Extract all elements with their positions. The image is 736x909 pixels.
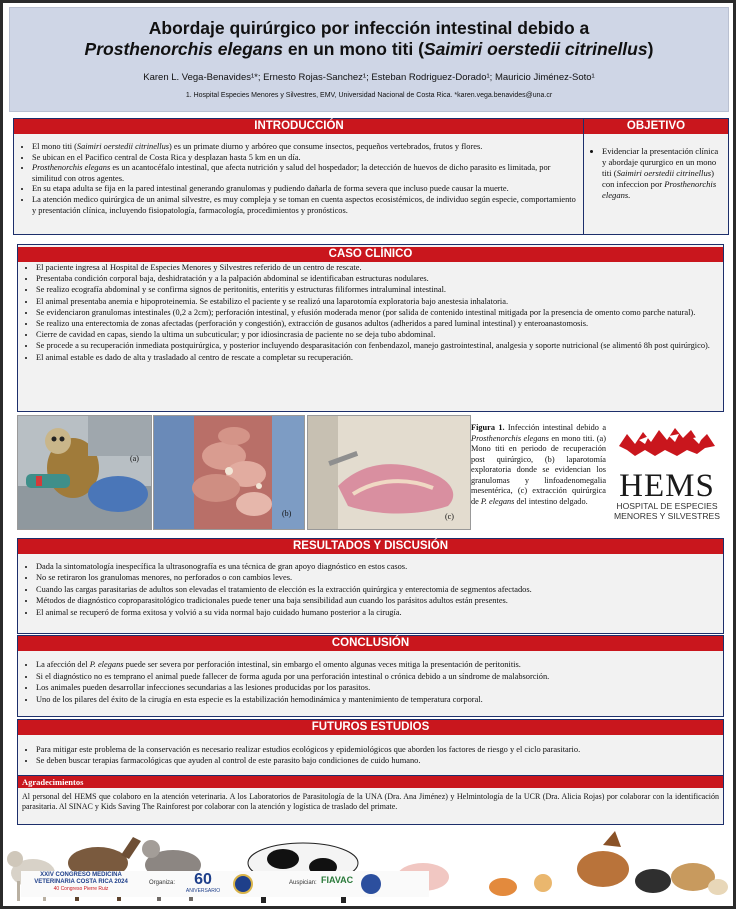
conclusion-list bbox=[18, 659, 723, 705]
resultados-item: • Métodos de diagnóstico coproparasitológico tradicionales puede tener una baja sensibilidad aun cuando los parásitos adultos están presentes. bbox=[36, 595, 719, 606]
figure-caption-b: en mono titi. (a) Mono titi en periodo de recuperación post quirúrgico, (b) laparotomía exploratoria donde se evidencian los granulomas y linfoadenomegalia mesentérica, (c) extracción quirúrgica de bbox=[471, 433, 606, 506]
futuros-item: • Para mitigar este problema de la conservación es necesario realizar estudios ecológicos y epidemiológicos que aborden los factores de riesgo y el ciclo parasitario. bbox=[36, 744, 719, 755]
title-end: ) bbox=[647, 39, 654, 59]
intro-heading: INTRODUCCIÓN bbox=[14, 119, 584, 134]
organiza-label: Organiza: bbox=[149, 880, 176, 886]
caso-heading: CASO CLÍNICO bbox=[18, 247, 723, 262]
poster bbox=[3, 3, 733, 906]
affiliation: 1. Hospital Especies Menores y Silvestres, EMV, Universidad Nacional de Costa Rica. *karen.vega.benavides@una.cr bbox=[185, 92, 553, 99]
caso-list bbox=[18, 262, 723, 363]
caso-item: • El animal presentaba anemia e hipoproteinemia. Se estabilizo el paciente y se realizó una laparotomía exploratoria bajo anestesia inhalatoria. bbox=[36, 296, 719, 307]
auspician-label: Auspician: bbox=[289, 880, 317, 886]
objetivo-text-a: Evidenciar la presentación clínica y abordaje qururgico en un mono titi ( bbox=[602, 146, 719, 178]
caso-item: • Cierre de cavidad en capas, siendo la ultima un subcuticular; y por idiosincrasia de paciente no se deja tubo abdominal. bbox=[36, 329, 719, 340]
figure-caption-label: Figura 1. bbox=[471, 423, 505, 432]
hems-logo-mark-icon bbox=[609, 426, 725, 466]
congress-line3: 40 Congreso Pierre Ruiz bbox=[53, 886, 109, 892]
footer-animals bbox=[3, 825, 733, 906]
figure-caption bbox=[471, 423, 606, 507]
caso-item: • Se evidenciaron granulomas intestinales (0,2 a 2cm); perforación intestinal, y efusión moderada menor (por salida de contenido intestinal mitigada por la presencia de omento como parche natural). bbox=[36, 307, 719, 318]
resultados-item: • No se retiraron los granulomas menores, no perforados o con cambios leves. bbox=[36, 572, 719, 583]
objetivo-text-b: ) con infeccion por bbox=[602, 168, 714, 189]
intro-item: • Se ubican en el Pacifico central de Costa Rica y desplazan hasta 5 km en un día. bbox=[32, 153, 580, 164]
figure-caption-c: del intestino delgado. bbox=[514, 496, 588, 506]
objetivo-heading: OBJETIVO bbox=[584, 119, 728, 134]
caso-item: • Se realizo una enterectomia de zonas afectadas (perforación y congestión), extracción de gusanos adultos (adheridos a pared luminal intestinal) y enteroanastomosis. bbox=[36, 318, 719, 329]
objetivo-species: Prosthenorchis elegans. bbox=[602, 179, 717, 200]
hems-logo-line1: HOSPITAL DE ESPECIES bbox=[616, 501, 718, 511]
caso-item: • El paciente ingresa al Hospital de Especies Menores y Silvestres referido de un centro de rescate. bbox=[36, 262, 719, 273]
title-line-2 bbox=[10, 39, 728, 60]
futuros-section bbox=[17, 719, 724, 777]
caso-item: • Se procede a su recuperación inmediata postquirúrgica, y posterior incluyendo desparasitación con fenbendazol, manejo gastrointestinal, analgesia y soporte nutricional (se alimentó 8h post quirúrgico). bbox=[36, 340, 719, 351]
figure-caption-species2: P. elegans bbox=[480, 496, 515, 506]
title-host: Saimiri oerstedii citrinellus bbox=[423, 39, 648, 59]
intro-list bbox=[14, 142, 584, 216]
futuros-item: • Se deben buscar terapias farmacológicas que ayuden al control de este parasito bajo condiciones de cuido humano. bbox=[36, 755, 719, 766]
objetivo-list bbox=[584, 146, 728, 201]
conclusion-section bbox=[17, 635, 724, 717]
hems-logo bbox=[609, 426, 725, 521]
photo-b-label: (b) bbox=[282, 509, 292, 518]
poster-title bbox=[10, 18, 728, 60]
resultados-list bbox=[18, 561, 723, 618]
anniversary-text: ANIVERSARIO bbox=[185, 888, 221, 894]
anniversary-number: 60 bbox=[194, 871, 212, 888]
intro-item: • En su etapa adulta se fija en la pared intestinal generando granulomas y pudiendo dañarla de forma severa que incluso puede causar la muerte. bbox=[32, 184, 580, 195]
poster-header bbox=[9, 7, 729, 112]
agradecimientos-text: Al personal del HEMS que colaboro en la atención veterinaria. A los Laboratorios de Parasitología de la UNA (Dra. Ana Jiménez) y Helmintología de la UCR (Dra. Alicia Rojas) por colaborar con la identificación parasitaria. Al SINAC y Kids Saving The Rainforest por colaborar con la atención y logística de traslado del primate. bbox=[22, 792, 719, 811]
caso-section bbox=[17, 244, 724, 412]
university-seal-icon bbox=[233, 874, 253, 894]
agradecimientos-heading: Agradecimientos bbox=[18, 776, 723, 788]
caso-item: • El animal estable es dado de alta y trasladado al centro de rescate a completar su recuperación. bbox=[36, 352, 719, 363]
intro-section bbox=[13, 118, 585, 235]
intro-item: • Prosthenorchis elegans es un acantocéfalo intestinal, que afecta nutrición y salud del hospedador; la detección de huevos de dicho parasito es limitada, por similitud con otros agentes. bbox=[32, 163, 580, 184]
anniversary-logo bbox=[183, 871, 223, 894]
congress-logo bbox=[21, 872, 141, 892]
agradecimientos-section bbox=[17, 775, 724, 825]
sponsor-bar bbox=[21, 871, 429, 897]
intro-item: • La atención medico quirúrgica de un animal silvestre, es muy compleja y se toman en cuenta aspectos ecosistémicos, de individuo según especie, comportamiento y presentación clínica, incluyendo fisiopatología, farmacología, procedimientos y pronósticos. bbox=[32, 195, 580, 216]
sponsor-name: FIAVAC bbox=[321, 875, 354, 885]
intro-item: • El mono titi (Saimiri oerstedii citrinellus) es un primate diurno y arbóreo que consume insectos, pequeños vertebrados, frutos y flores. bbox=[32, 142, 580, 153]
authors: Karen L. Vega-Benavides¹*; Ernesto Rojas-Sanchez¹; Esteban Rodriguez-Dorado¹; Mauricio Jiménez-Soto¹ bbox=[143, 72, 595, 83]
objetivo-host: Saimiri oerstedii citrinellus bbox=[616, 168, 712, 178]
photo-c-label: (c) bbox=[445, 512, 454, 521]
caso-item: • Presentaba condición corporal baja, deshidratación y a la palpación abdominal se identificaban estructuras nodulares. bbox=[36, 273, 719, 284]
resultados-section bbox=[17, 538, 724, 634]
congress-line1: XXIV CONGRESO MEDICINA bbox=[40, 872, 122, 878]
monkey-photo-illustration bbox=[18, 416, 151, 529]
resultados-item: • Dada la sintomatología inespecífica la ultrasonografía es una técnica de gran apoyo diagnóstico en estos casos. bbox=[36, 561, 719, 572]
conclusion-item: • Uno de los pilares del éxito de la cirugía en esta especie es la estabilización hemodinámica y mantenimiento de temperatura corporal. bbox=[36, 694, 719, 706]
photo-b bbox=[153, 415, 305, 530]
hems-logo-line2: MENORES Y SILVESTRES bbox=[613, 511, 721, 521]
title-mid: en un mono titi ( bbox=[282, 39, 424, 59]
figure-photos bbox=[17, 415, 469, 528]
objetivo-section bbox=[583, 118, 729, 235]
conclusion-heading: CONCLUSIÓN bbox=[18, 636, 723, 651]
objetivo-item bbox=[602, 146, 722, 201]
photo-a bbox=[17, 415, 152, 530]
conclusion-item: • La afección del P. elegans puede ser severa por perforación intestinal, sin embargo el omento algunas veces mitiga la presentación de peritonitis. bbox=[36, 659, 719, 671]
resultados-item: • El animal se recuperó de forma exitosa y volvió a su vida normal bajo cuidado humano posterior a la cirugía. bbox=[36, 607, 719, 618]
title-species: Prosthenorchis elegans bbox=[84, 39, 283, 59]
figure-caption-a: Infección intestinal debido a bbox=[504, 423, 607, 432]
conclusion-item: • Los animales pueden desarrollar infecciones secundarias a las lesiones producidas por los parasitos. bbox=[36, 682, 719, 694]
photo-c bbox=[307, 415, 471, 530]
resultados-item: • Cuando las cargas parasitarias de adultos son elevadas el tratamiento de elección es la extracción quirúrgica y enterectomia de segmentos afectados. bbox=[36, 584, 719, 595]
sponsor-seal-icon bbox=[361, 874, 381, 894]
figure-caption-species: Prosthenorchis elegans bbox=[471, 433, 549, 443]
conclusion-item: • Si el diagnóstico no es temprano el animal puede fallecer de forma aguda por una perforación intestinal o crónica debido a un síndrome de malabsorción. bbox=[36, 671, 719, 683]
futuros-heading: FUTUROS ESTUDIOS bbox=[18, 720, 723, 735]
congress-line2: VETERINARIA COSTA RICA 2024 bbox=[34, 879, 128, 885]
hems-logo-name: HEMS bbox=[619, 468, 715, 504]
title-line-1: Abordaje quirúrgico por infección intestinal debido a bbox=[148, 18, 590, 38]
photo-a-label: (a) bbox=[130, 454, 139, 463]
resultados-heading: RESULTADOS Y DISCUSIÓN bbox=[18, 539, 723, 554]
futuros-list bbox=[18, 744, 723, 767]
caso-item: • Se realizo ecografía abdominal y se confirma signos de peritonitis, enteritis y estructuras filiformes intraluminal intestinal. bbox=[36, 284, 719, 295]
